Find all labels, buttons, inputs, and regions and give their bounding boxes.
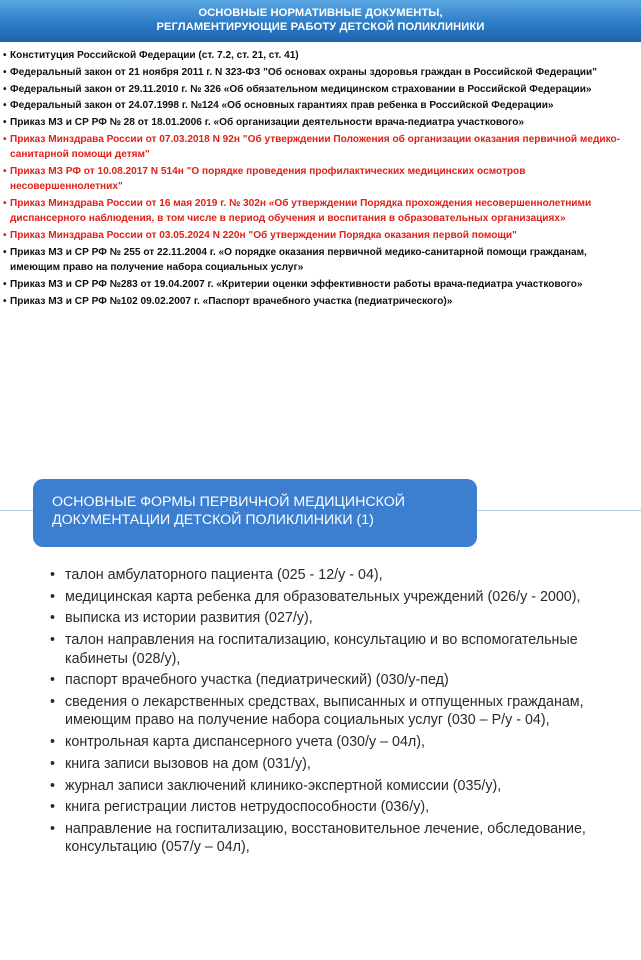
- medical-forms-list: [50, 566, 620, 860]
- document-list-item: • Приказ МЗ и СР РФ №102 09.02.2007 г. «Паспорт врачебного участка (педиатрического)»: [3, 294, 639, 309]
- document-list-item: • Приказ МЗ РФ от 10.08.2017 N 514н "О порядке проведения профилактических медицинских осмотров несовершеннолетних": [3, 164, 639, 194]
- document-list-item: • Приказ МЗ и СР РФ № 255 от 22.11.2004 г. «О порядке оказания первичной медико-санитарной помощи гражданам, имеющим право на получение набора социальных услуг»: [3, 245, 639, 275]
- document-list-item: • Конституция Российской Федерации (ст. 7.2, ст. 21, ст. 41): [3, 48, 639, 63]
- regulatory-documents-list: [3, 48, 639, 310]
- form-list-item: • контрольная карта диспансерного учета (030/у – 04л),: [50, 733, 620, 752]
- form-list-item: • направление на госпитализацию, восстановительное лечение, обследование, консультацию (057/у – 04л),: [50, 820, 620, 857]
- form-list-item: • журнал записи заключений клинико-экспертной комиссии (035/у),: [50, 777, 620, 796]
- slide-header-banner: [0, 0, 641, 42]
- document-list-item: • Приказ Минздрава России от 03.05.2024 N 220н "Об утверждении Порядка оказания первой помощи": [3, 228, 639, 243]
- form-list-item: • медицинская карта ребенка для образовательных учреждений (026/у - 2000),: [50, 588, 620, 607]
- form-list-item: • талон направления на госпитализацию, консультацию и во вспомогательные кабинеты (028/у),: [50, 631, 620, 668]
- form-list-item: • паспорт врачебного участка (педиатрический) (030/у-пед): [50, 671, 620, 690]
- forms-title-line-1: ОСНОВНЫЕ ФОРМЫ ПЕРВИЧНОЙ МЕДИЦИНСКОЙ: [52, 494, 405, 510]
- regulatory-documents-slide: [0, 0, 641, 455]
- document-list-item: • Федеральный закон от 24.07.1998 г. №124 «Об основных гарантиях прав ребенка в Российской Федерации»: [3, 98, 639, 113]
- form-list-item: • книга регистрации листов нетрудоспособности (036/у),: [50, 798, 620, 817]
- medical-forms-slide: [0, 510, 641, 960]
- header-line-2: РЕГЛАМЕНТИРУЮЩИЕ РАБОТУ ДЕТСКОЙ ПОЛИКЛИНИКИ: [156, 21, 485, 33]
- form-list-item: • сведения о лекарственных средствах, выписанных и отпущенных гражданам, имеющим право на получение набора социальных услуг (030 – Р/у - 04),: [50, 693, 620, 730]
- form-list-item: • выписка из истории развития (027/у),: [50, 609, 620, 628]
- header-line-1: ОСНОВНЫЕ НОРМАТИВНЫЕ ДОКУМЕНТЫ,: [198, 7, 443, 19]
- forms-section-title: [33, 479, 477, 547]
- document-list-item: • Федеральный закон от 21 ноября 2011 г. N 323-ФЗ "Об основах охраны здоровья граждан в Российской Федерации": [3, 65, 639, 80]
- document-list-item: • Приказ Минздрава России от 07.03.2018 N 92н "Об утверждении Положения об организации оказания первичной медико-санитарной помощи детям": [3, 132, 639, 162]
- forms-title-line-2: ДОКУМЕНТАЦИИ ДЕТСКОЙ ПОЛИКЛИНИКИ (1): [52, 511, 374, 528]
- document-list-item: • Приказ МЗ и СР РФ №283 от 19.04.2007 г. «Критерии оценки эффективности работы врача-педиатра участкового»: [3, 277, 639, 292]
- form-list-item: • книга записи вызовов на дом (031/у),: [50, 755, 620, 774]
- document-list-item: • Приказ Минздрава России от 16 мая 2019 г. № 302н «Об утверждении Порядка прохождения несовершеннолетними диспансерного наблюдения, в том числе в период обучения и воспитания в образовательных организациях»: [3, 196, 639, 226]
- document-list-item: • Приказ МЗ и СР РФ № 28 от 18.01.2006 г. «Об организации деятельности врача-педиатра участкового»: [3, 115, 639, 130]
- form-list-item: • талон амбулаторного пациента (025 - 12/у - 04),: [50, 566, 620, 585]
- document-list-item: • Федеральный закон от 29.11.2010 г. № 326 «Об обязательном медицинском страховании в Российской Федерации»: [3, 82, 639, 97]
